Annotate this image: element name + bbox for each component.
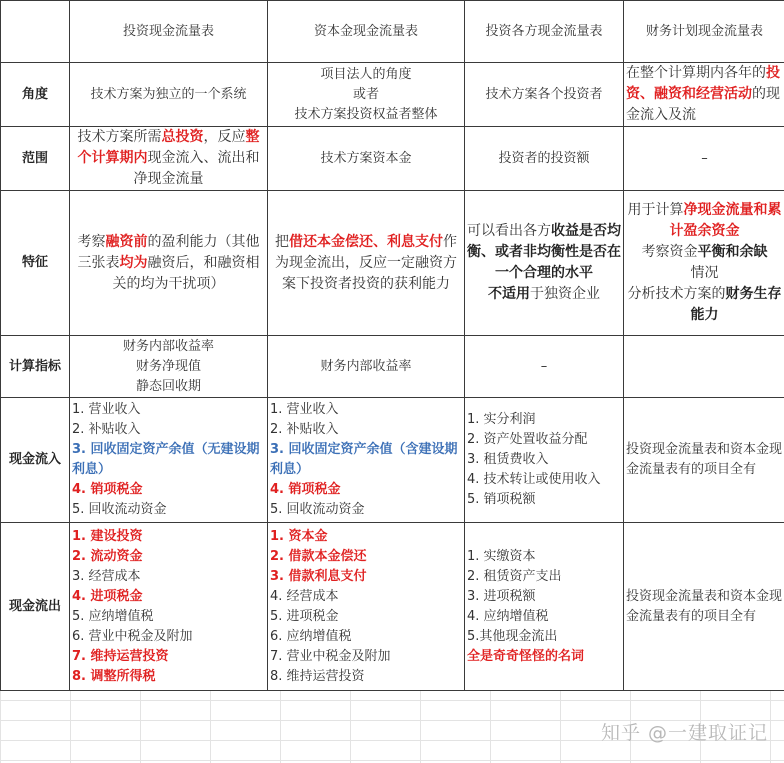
list-item: 7. 维持运营投资 [72,648,169,664]
feature-c4-bold-1: 平衡和余缺 [697,244,768,260]
indicator-c4 [624,336,784,398]
list-item: 4. 应纳增值税 [467,608,549,624]
list-item: 8. 调整所得税 [72,668,156,684]
outflow-c3 [465,523,624,691]
feature-c2-text-c: 作为现金流出，反应一定融资方案下投资者投资的获利能力 [275,233,457,292]
indicator-c1-line2: 财务净现值 [135,358,201,374]
inflow-c2 [268,398,465,523]
header-investment-cashflow: 投资现金流量表 [70,1,268,63]
list-item: 3. 经营成本 [72,568,141,584]
list-item: 2. 资产处置收益分配 [467,432,588,447]
list-item: 5. 回收流动资金 [270,502,365,517]
indicator-c1 [70,336,268,398]
feature-c1-text-a: 考察 [77,233,106,250]
row-label-feature: 特征 [1,191,70,336]
scope-c2: 技术方案资本金 [268,127,465,191]
angle-c4-text-c: 的现金流入及流 [626,86,780,123]
feature-c3-text-a: 可以看出各方 [467,223,551,239]
list-item: 5. 进项税金 [270,608,339,624]
list-item: 1. 营业收入 [270,402,339,417]
list-item: 7. 营业中税金及附加 [270,648,391,664]
feature-c4-text-c: 考察资金 [641,244,698,260]
row-feature [1,191,784,336]
list-item: 2. 租赁资产支出 [467,568,562,584]
list-item: 全是奇奇怪怪的名词 [467,648,585,664]
indicator-c1-line3: 静态回收期 [135,378,201,394]
feature-c4-text-a: 用于计算 [627,202,684,218]
feature-c2 [268,191,465,336]
scope-c1 [70,127,268,191]
list-item: 2. 补贴收入 [72,422,141,437]
list-item: 2. 流动资金 [72,548,143,564]
angle-c4 [624,63,784,127]
feature-c3-bold-2: 不适用 [488,286,530,302]
list-item: 3. 回收固定资产余值（无建设期利息） [72,442,260,477]
indicator-c2: 财务内部收益率 [268,336,465,398]
feature-c3-bold-1: 收益是否均衡、或者非均衡性是否在一个合理的水平 [467,223,621,281]
list-item: 2. 借款本金偿还 [270,548,367,564]
list-item: 5. 应纳增值税 [72,608,154,624]
outflow-c2 [268,523,465,691]
list-item: 8. 维持运营投资 [270,668,365,684]
list-item: 1. 建设投资 [72,528,143,544]
feature-c4-highlight: 净现金流量和累计盈余资金 [669,202,782,239]
scope-c1-highlight-1: 总投资 [161,129,204,145]
list-item: 4. 销项税金 [72,482,143,497]
feature-c1-text-c: 的盈利能力（其他三张表 [77,233,260,271]
list-item: 4. 技术转让或使用收入 [467,472,601,487]
feature-c3 [465,191,624,336]
scope-c1-text-c: ，反应 [203,129,246,145]
inflow-c3 [465,398,624,523]
row-scope [1,127,784,191]
list-item: 1. 实分利润 [467,412,536,427]
header-financial-plan-cashflow: 财务计划现金流量表 [624,1,784,63]
angle-c4-highlight: 投资、融资和经营活动 [626,65,780,102]
feature-c1-text-e: 融资后，和融资相关的均为干扰项） [112,254,260,292]
row-indicator [1,336,784,398]
feature-c4 [624,191,784,336]
watermark: 知乎 @一建取证记 [600,722,768,744]
row-label-inflow: 现金流入 [1,398,70,523]
row-label-angle: 角度 [1,63,70,127]
outflow-c1 [70,523,268,691]
list-item: 5. 回收流动资金 [72,502,167,517]
feature-c1-highlight-2: 均为 [119,254,148,271]
angle-c2-line3: 技术方案投资权益者整体 [294,106,438,122]
indicator-c1-line1: 财务内部收益率 [122,338,214,354]
row-inflow [1,398,784,523]
angle-c3: 技术方案各个投资者 [465,63,624,127]
list-item: 3. 进项税额 [467,588,536,604]
list-item: 1. 实缴资本 [467,548,536,564]
list-item: 6. 营业中税金及附加 [72,628,193,644]
feature-c1-highlight-1: 融资前 [105,233,148,250]
list-item: 4. 进项税金 [72,588,143,604]
outflow-c4: 投资现金流量表和资本金现金流量表有的项目全有 [624,523,784,691]
list-item: 1. 营业收入 [72,402,141,417]
list-item: 3. 租赁费收入 [467,452,549,467]
list-item: 5.其他现金流出 [467,628,558,644]
scope-c1-text-e: 现金流入、流出和净现金流量 [133,150,260,187]
list-item: 3. 借款利息支付 [270,568,367,584]
scope-c1-highlight-2: 整个计算期内 [77,129,260,166]
scope-c3: 投资者的投资额 [465,127,624,191]
header-row [1,1,784,63]
header-investors-cashflow: 投资各方现金流量表 [465,1,624,63]
angle-c4-text-a: 在整个计算期内各年的 [626,65,766,81]
row-label-scope: 范围 [1,127,70,191]
list-item: 2. 补贴收入 [270,422,339,437]
row-angle [1,63,784,127]
list-item: 3. 回收固定资产余值（含建设期利息） [270,442,458,477]
inflow-c1 [70,398,268,523]
angle-c2-line2: 或者 [352,86,379,102]
row-label-outflow: 现金流出 [1,523,70,691]
feature-c4-bold-2: 财务生存能力 [690,286,782,323]
angle-c1: 技术方案为独立的一个系统 [70,63,268,127]
list-item: 5. 销项税额 [467,492,536,507]
feature-c2-highlight: 借还本金偿还、利息支付 [289,233,443,250]
feature-c3-text-d: 于独资企业 [530,286,600,302]
row-label-indicator: 计算指标 [1,336,70,398]
list-item: 6. 应纳增值税 [270,628,352,644]
scope-c4: – [624,127,784,191]
feature-c2-text-a: 把 [275,233,289,250]
list-item: 1. 资本金 [270,528,328,544]
indicator-c3: – [465,336,624,398]
feature-c4-text-e: 情况 [690,265,719,281]
angle-c2 [268,63,465,127]
header-capital-cashflow: 资本金现金流量表 [268,1,465,63]
corner-cell [1,1,70,63]
inflow-c4: 投资现金流量表和资本金现金流量表有的项目全有 [624,398,784,523]
list-item: 4. 销项税金 [270,482,341,497]
scope-c1-text-a: 技术方案所需 [77,129,162,145]
feature-c1 [70,191,268,336]
row-outflow [1,523,784,691]
feature-c4-text-f: 分析技术方案的 [627,286,726,302]
list-item: 4. 经营成本 [270,588,339,604]
angle-c2-line1: 项目法人的角度 [320,66,412,82]
